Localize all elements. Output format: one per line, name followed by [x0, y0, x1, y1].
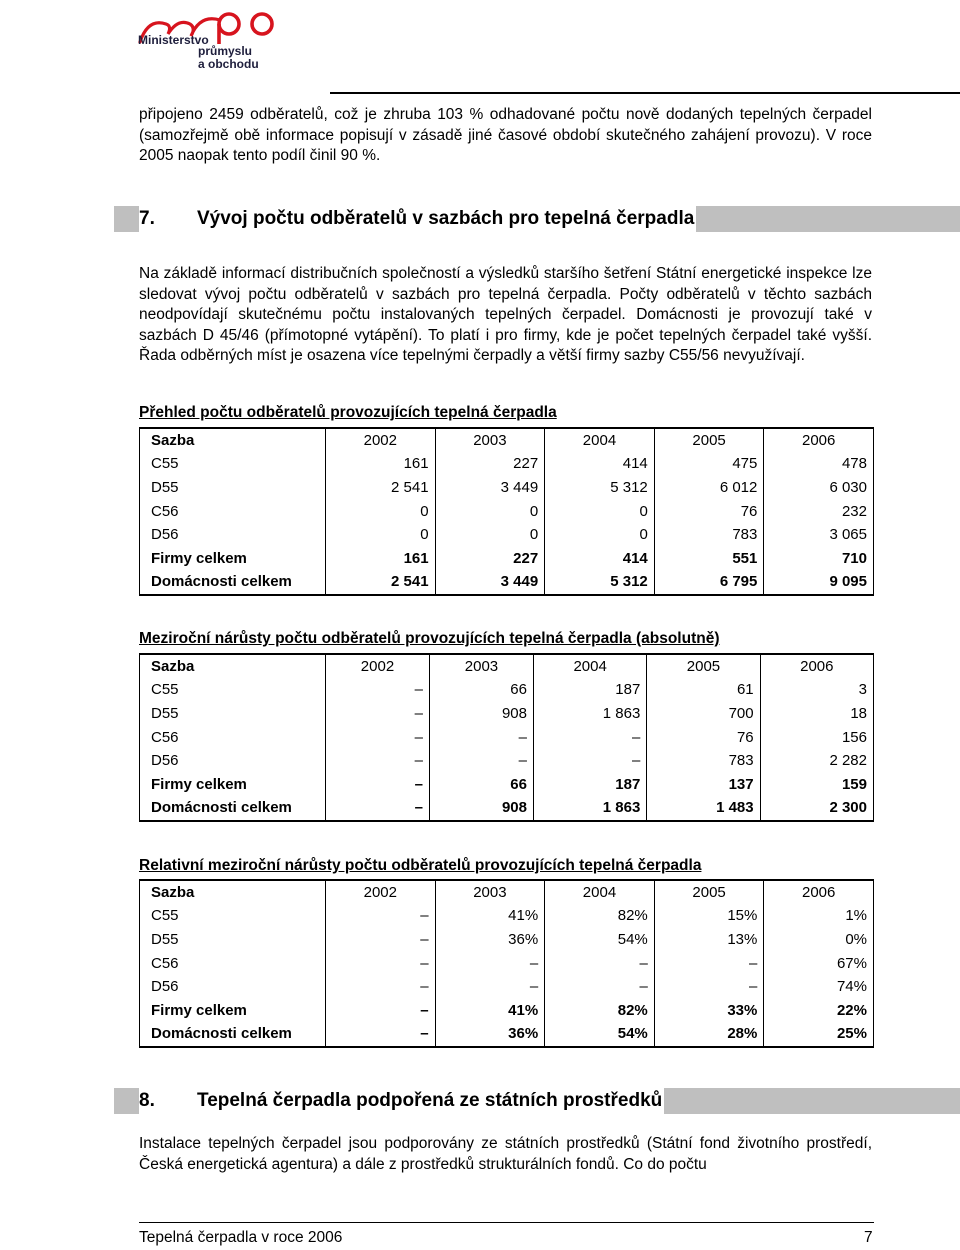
table-cell: 232	[764, 500, 874, 524]
table-cell: 3 065	[764, 523, 874, 547]
table-cell: –	[326, 749, 430, 773]
table-row-label: C56	[140, 726, 326, 750]
table-cell: 0	[545, 500, 655, 524]
table-cell: 2 541	[326, 476, 436, 500]
table-cell: 33%	[654, 999, 764, 1023]
table-header-cell: 2004	[545, 428, 655, 453]
table-cell: 18	[760, 702, 873, 726]
table-row-label: C56	[140, 500, 326, 524]
footer-document-title: Tepelná čerpadla v roce 2006	[139, 1229, 343, 1246]
table-cell: –	[326, 1023, 436, 1048]
table-header-cell: 2005	[654, 880, 764, 905]
table-row	[140, 999, 874, 1023]
logo-circle-p	[219, 14, 239, 34]
table-cell: –	[654, 975, 764, 999]
logo-circle-o	[252, 14, 272, 34]
table-cell: –	[326, 679, 430, 703]
table-row	[140, 928, 874, 952]
table-cell: 227	[435, 453, 545, 477]
table-header-cell: 2004	[533, 654, 646, 679]
table-header-cell: 2003	[435, 880, 545, 905]
table-3	[139, 879, 874, 1048]
table-cell: 137	[647, 773, 760, 797]
table-cell: 82%	[545, 999, 655, 1023]
table-header-cell: 2005	[647, 654, 760, 679]
table-cell: 54%	[545, 1023, 655, 1048]
table-cell: 6 030	[764, 476, 874, 500]
table-cell: 0	[435, 523, 545, 547]
table-cell: –	[326, 726, 430, 750]
table-cell: 15%	[654, 905, 764, 929]
table-2-title: Meziroční nárůsty počtu odběratelů provozujících tepelná čerpadla (absolutně)	[139, 630, 720, 647]
footer-rule	[139, 1222, 874, 1223]
table-cell: 5 312	[545, 476, 655, 500]
table-row	[140, 547, 874, 571]
table-cell: –	[545, 975, 655, 999]
section-7-heading	[139, 206, 696, 232]
table-row-label: Firmy celkem	[140, 773, 326, 797]
table-cell: 9 095	[764, 571, 874, 596]
table-cell: –	[429, 726, 533, 750]
table-row-label: D55	[140, 476, 326, 500]
table-cell: 156	[760, 726, 873, 750]
table-cell: 22%	[764, 999, 874, 1023]
table-cell: 66	[429, 679, 533, 703]
table-header-cell: 2006	[760, 654, 873, 679]
table-cell: 187	[533, 679, 646, 703]
table-row	[140, 726, 874, 750]
table-cell: 700	[647, 702, 760, 726]
table-cell: 76	[647, 726, 760, 750]
table-cell: –	[533, 726, 646, 750]
table-cell: 41%	[435, 999, 545, 1023]
table-row-label: Domácnosti celkem	[140, 797, 326, 822]
table-cell: –	[533, 749, 646, 773]
table-cell: 1 483	[647, 797, 760, 822]
table-cell: 6 795	[654, 571, 764, 596]
section-8-title: Tepelná čerpadla podpořená ze státních prostředků	[197, 1090, 663, 1111]
table-cell: 2 282	[760, 749, 873, 773]
table-row-label: Domácnosti celkem	[140, 1023, 326, 1048]
footer-page-number: 7	[864, 1229, 873, 1246]
table-row-label: C55	[140, 679, 326, 703]
table-cell: 0	[326, 523, 436, 547]
logo-line-3: a obchodu	[198, 57, 259, 71]
section-7-number: 7.	[139, 208, 155, 229]
table-row	[140, 476, 874, 500]
table-cell: –	[326, 999, 436, 1023]
table-header-cell: 2005	[654, 428, 764, 453]
table-cell: 28%	[654, 1023, 764, 1048]
table-row	[140, 952, 874, 976]
table-cell: –	[326, 905, 436, 929]
table-cell: –	[429, 749, 533, 773]
table-cell: –	[326, 952, 436, 976]
table-cell: 54%	[545, 928, 655, 952]
table-cell: 0	[545, 523, 655, 547]
section-8-number: 8.	[139, 1090, 155, 1111]
table-cell: 414	[545, 547, 655, 571]
intro-paragraph: připojeno 2459 odběratelů, což je zhruba 103 % odhadované počtu nově dodaných tepelných čerpadel (samozřejmě obě informace popisují v zásadě jiné časové období skutečného zahájení provozu). V roce 2005 naopak tento podíl činil 90 %.	[139, 106, 872, 164]
table-cell: 551	[654, 547, 764, 571]
table-header-cell: 2002	[326, 880, 436, 905]
table-cell: 61	[647, 679, 760, 703]
table-header-cell: 2006	[764, 880, 874, 905]
table-cell: –	[326, 797, 430, 822]
table-cell: 74%	[764, 975, 874, 999]
table-row	[140, 773, 874, 797]
table-row-label: C55	[140, 905, 326, 929]
table-cell: –	[326, 702, 430, 726]
table-cell: –	[435, 952, 545, 976]
table-cell: 908	[429, 797, 533, 822]
table-header-row	[140, 654, 874, 679]
logo-line-2: průmyslu	[198, 44, 253, 58]
section-8-paragraph: Instalace tepelných čerpadel jsou podporovány ze státních prostředků (Státní fond životního prostředí, Česká energetická agentura) a dále z prostředků strukturálních fondů. Co do počtu	[139, 1135, 872, 1173]
table-cell: 783	[647, 749, 760, 773]
table-row-label: Domácnosti celkem	[140, 571, 326, 596]
table-row-label: Firmy celkem	[140, 999, 326, 1023]
table-cell: 2 541	[326, 571, 436, 596]
table-cell: –	[435, 975, 545, 999]
table-cell: 161	[326, 453, 436, 477]
table-row	[140, 975, 874, 999]
table-cell: 1 863	[533, 797, 646, 822]
table-cell: 0	[326, 500, 436, 524]
section-7-title: Vývoj počtu odběratelů v sazbách pro tepelná čerpadla	[197, 208, 695, 229]
table-row	[140, 749, 874, 773]
table-cell: –	[326, 773, 430, 797]
table-header-cell: 2002	[326, 428, 436, 453]
table-row	[140, 905, 874, 929]
table-cell: 161	[326, 547, 436, 571]
table-cell: 2 300	[760, 797, 873, 822]
table-row-label: D56	[140, 749, 326, 773]
table-cell: 1%	[764, 905, 874, 929]
table-row	[140, 453, 874, 477]
table-cell: 41%	[435, 905, 545, 929]
table-row	[140, 571, 874, 596]
logo-text	[138, 33, 259, 71]
table-cell: 6 012	[654, 476, 764, 500]
table-cell: 478	[764, 453, 874, 477]
table-row-label: D56	[140, 523, 326, 547]
table-header-row	[140, 428, 874, 453]
table-header-cell: 2006	[764, 428, 874, 453]
table-header-cell: Sazba	[140, 654, 326, 679]
table-header-cell: 2004	[545, 880, 655, 905]
table-cell: 25%	[764, 1023, 874, 1048]
table-cell: –	[545, 952, 655, 976]
table-row	[140, 523, 874, 547]
table-row-label: C56	[140, 952, 326, 976]
table-row	[140, 797, 874, 822]
table-cell: 227	[435, 547, 545, 571]
table-row-label: D55	[140, 702, 326, 726]
table-cell: 1 863	[533, 702, 646, 726]
table-1-title: Přehled počtu odběratelů provozujících tepelná čerpadla	[139, 404, 557, 421]
table-cell: 783	[654, 523, 764, 547]
table-header-row	[140, 880, 874, 905]
table-cell: 0%	[764, 928, 874, 952]
table-cell: 908	[429, 702, 533, 726]
table-cell: 82%	[545, 905, 655, 929]
table-cell: 36%	[435, 1023, 545, 1048]
logo-line-1: Ministerstvo	[138, 33, 209, 47]
table-cell: 3 449	[435, 571, 545, 596]
table-row-label: D55	[140, 928, 326, 952]
section-8-heading	[139, 1088, 664, 1114]
table-row-label: D56	[140, 975, 326, 999]
table-2	[139, 653, 874, 822]
table-cell: 36%	[435, 928, 545, 952]
table-cell: 66	[429, 773, 533, 797]
table-row	[140, 702, 874, 726]
table-cell: 414	[545, 453, 655, 477]
header-rule	[330, 92, 960, 94]
table-row-label: C55	[140, 453, 326, 477]
table-cell: 159	[760, 773, 873, 797]
table-header-cell: Sazba	[140, 428, 326, 453]
table-row-label: Firmy celkem	[140, 547, 326, 571]
table-cell: –	[326, 928, 436, 952]
table-header-cell: 2002	[326, 654, 430, 679]
table-cell: 13%	[654, 928, 764, 952]
table-cell: –	[654, 952, 764, 976]
table-row	[140, 679, 874, 703]
table-cell: 5 312	[545, 571, 655, 596]
table-3-title: Relativní meziroční nárůsty počtu odběratelů provozujících tepelná čerpadla	[139, 857, 702, 874]
table-cell: 76	[654, 500, 764, 524]
table-1	[139, 427, 874, 596]
table-cell: 3	[760, 679, 873, 703]
section-7-paragraph: Na základě informací distribučních společností a výsledků staršího šetření Státní energetické inspekce lze sledovat vývoj počtu odběratelů v sazbách pro tepelná čerpadla. Počty odběratelů v těchto sazbách neodpovídají skutečnému počtu instalovaných tepelných čerpadel. Domácnosti je provozují také v sazbách D 45/46 (přímotopné vytápění). To platí i pro firmy, kde je počet tepelných čerpadel také vyšší. Řada odběrných míst je osazena více tepelnými čerpadly a větší firmy sazby C55/56 nevyužívají.	[139, 265, 872, 364]
table-row	[140, 500, 874, 524]
table-row	[140, 1023, 874, 1048]
table-header-cell: 2003	[429, 654, 533, 679]
table-cell: 3 449	[435, 476, 545, 500]
table-cell: 710	[764, 547, 874, 571]
table-cell: 187	[533, 773, 646, 797]
table-header-cell: Sazba	[140, 880, 326, 905]
table-header-cell: 2003	[435, 428, 545, 453]
table-cell: 475	[654, 453, 764, 477]
table-cell: 0	[435, 500, 545, 524]
table-cell: –	[326, 975, 436, 999]
table-cell: 67%	[764, 952, 874, 976]
